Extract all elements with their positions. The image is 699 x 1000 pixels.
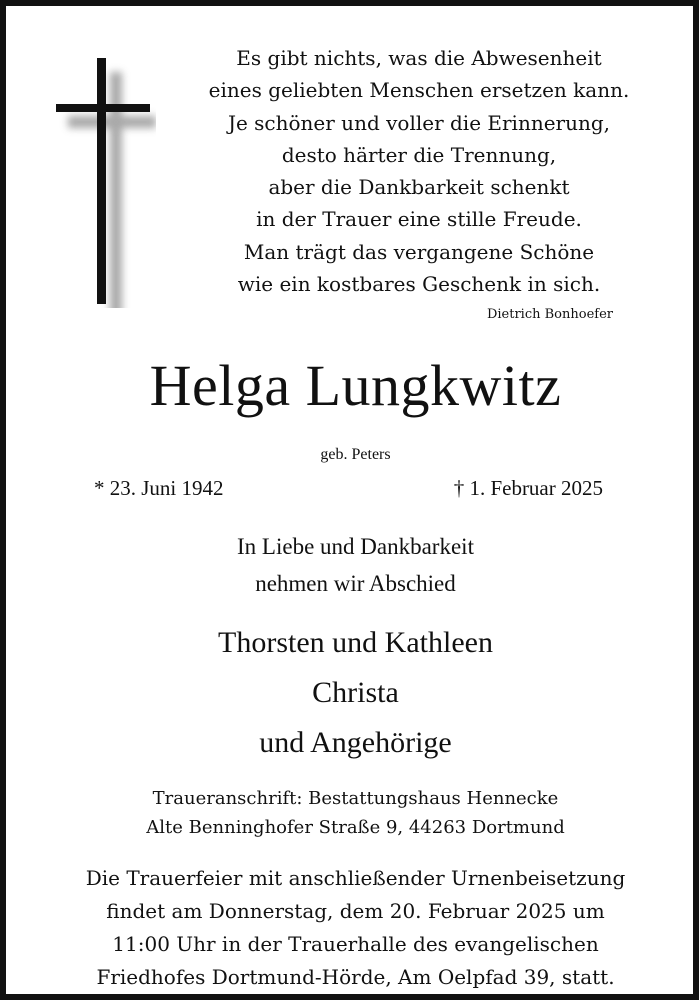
farewell-line: In Liebe und Dankbarkeit [237,534,474,559]
poem-line: desto härter die Trennung, [281,142,557,167]
poem-line: eines geliebten Menschen ersetzen kann. [208,78,630,103]
poem-line: Man trägt das vergangene Schöne [243,239,595,264]
cross-icon [56,58,156,308]
poem-line: Es gibt nichts, was die Abwesenheit [236,46,602,70]
maiden-name: geb. Peters [320,446,391,463]
ceremony-info [6,862,699,994]
mourner-line: Christa [312,676,399,709]
ceremony-line: 11:00 Uhr in der Trauerhalle des evangelischen [112,932,599,956]
poem-line: Je schöner und voller die Erinnerung, [227,110,611,135]
deceased-name: Helga Lungkwitz [149,353,562,418]
farewell-text [6,528,699,602]
address-line: Alte Benninghofer Straße 9, 44263 Dortmund [146,817,565,838]
farewell-line: nehmen wir Abschied [255,571,456,596]
birth-date: * 23. Juni 1942 [94,476,224,500]
poem-author: Dietrich Bonhoefer [486,307,613,322]
poem [184,42,654,300]
poem-line: wie ein kostbares Geschenk in sich. [237,272,601,297]
death-date: † 1. Februar 2025 [453,476,603,500]
mourner-line: und Angehörige [259,726,452,759]
poem-line: aber die Dankbarkeit schenkt [268,175,570,200]
ceremony-line: Die Trauerfeier mit anschließender Urnenbeisetzung [85,866,626,890]
mourners [6,618,699,768]
mourner-line: Thorsten und Kathleen [218,626,493,659]
address-line: Traueranschrift: Bestattungshaus Hennecke [152,788,559,809]
ceremony-line: Friedhofes Dortmund-Hörde, Am Oelpfad 39, statt. [96,965,615,989]
mourning-address [6,784,699,842]
ceremony-line: findet am Donnerstag, dem 20. Februar 2025 um [106,899,605,923]
poem-line: in der Trauer eine stille Freude. [256,207,582,232]
